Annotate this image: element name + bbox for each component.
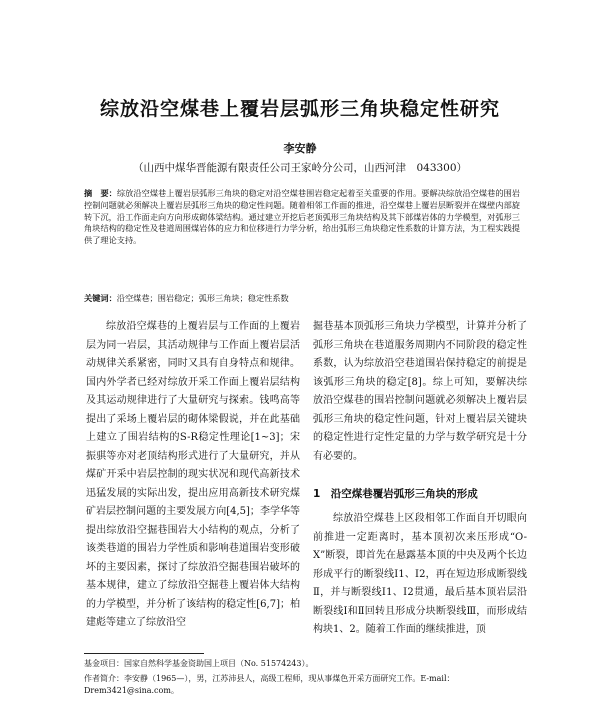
intro-continuation: 掘巷基本顶弧形三角块力学模型，计算并分析了弧形三角块在巷道服务周期内不同阶段的稳定性系数，认为综放沿空巷道围岩保持稳定的前提是该弧形三角块的稳定[8]。综上可知，要解决综放沿空煤巷的围岩控制问题就必须解决上覆岩层弧形三角块的稳定性问题，针对上覆岩层关键块的稳定性进行定性定量的力学与数学研究是十分有必要的。 xyxy=(313,321,527,462)
author-name: 李安静 xyxy=(283,142,317,155)
abstract-text: 综放沿空煤巷上覆岩层弧形三角块的稳定对沿空煤巷围岩稳定起着至关重要的作用。要解决综放沿空煤巷的围岩控制问题就必须解决上覆岩层弧形三角块的稳定性问题。随着相邻工作面的推进，沿空煤巷上覆岩层断裂并在煤壁内部旋转下沉，沿工作面走向方向形成砌体梁结构。通过建立开挖后老顶弧形三角块结构及其下部煤岩体的力学模型，对弧形三角块结构的稳定性及巷道周围煤岩体的应力和位移进行力学分析，给出弧形三角块稳定性系数的计算方法，为工程实践提供了理论支持。 xyxy=(84,188,520,246)
keywords-label: 关键词： xyxy=(84,293,117,303)
footnote-fund: 基金项目：国家自然科学基金资助国上项目（No. 51574243）。 xyxy=(84,659,314,668)
section-paragraph: 综放沿空煤巷上区段相邻工作面自开切眼向前推进一定距离时，基本顶初次来压形成“O-X”断裂，即首先在悬露基本顶的中央及两个长边形成平行的断裂线Ⅰ1、Ⅰ2，再在短边形成断裂线Ⅱ，并与断裂线Ⅰ1、Ⅰ2贯通，最后基本顶岩层沿断裂线Ⅰ和Ⅱ回转且形成分块断裂线Ⅲ，而形成结构块1、2。随着工作面的继续推进，顶 xyxy=(313,513,527,635)
left-column xyxy=(86,318,300,633)
footnote-divider xyxy=(84,653,204,654)
abstract-label: 摘 要： xyxy=(84,188,117,198)
paper-title: 综放沿空煤巷上覆岩层弧形三角块稳定性研究 xyxy=(99,98,500,120)
keywords-text: 沿空煤巷；围岩稳定；弧形三角块；稳定性系数 xyxy=(116,293,289,303)
intro-paragraph: 综放沿空煤巷的上覆岩层与工作面的上覆岩层为同一岩层，其活动规律与工作面上覆岩层活动规律关系紧密，同时又具有自身特点和规律。国内外学者已经对综放开采工作面上覆岩层结构及其运动规律进行了大量研究与探索。钱鸣高等提出了采场上覆岩层的砌体梁假说，并在此基础上建立了围岩结构的S-R稳定性理论[1~3]；宋振骐等亦对老顶结构形式进行了大量研究，并从煤矿开采中岩层控制的现实状况和现代高新技术迅猛发展的实际出发，提出应用高新技术研究煤矿岩层控制问题的主要发展方向[4,5]；李学华等提出综放沿空掘巷围岩大小结构的观点，分析了该类巷道的围岩力学性质和影响巷道围岩变形破坏的主要因素，探讨了综放沿空掘巷围岩破坏的基本规律，建立了综放沿空掘巷上覆岩体大结构的力学模型，并分析了该结构的稳定性[6,7]；柏建彪等建立了综放沿空 xyxy=(86,321,300,628)
abstract xyxy=(84,188,520,247)
footnote-author: 作者简介：李安静（1965—），男，江苏沛县人，高级工程师，现从事煤色开采方面研究工作。E-mail：Drem3421@sina.com。 xyxy=(84,674,455,695)
section-body xyxy=(313,510,527,640)
keywords xyxy=(84,293,520,304)
right-column xyxy=(313,318,527,466)
author-affiliation: （山西中煤华晋能源有限责任公司王家岭分公司，山西河津 043300） xyxy=(132,162,468,174)
section-heading: 1 沿空煤巷覆岩弧形三角块的形成 xyxy=(313,488,478,500)
